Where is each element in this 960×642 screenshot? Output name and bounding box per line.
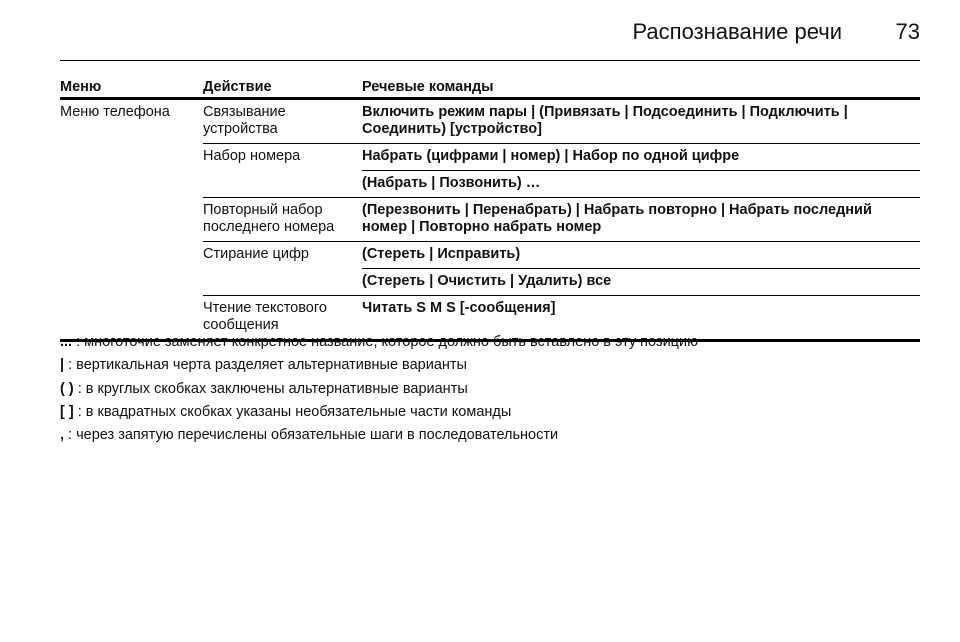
legend-symbol: | bbox=[60, 357, 65, 374]
legend-symbol: [ ] bbox=[60, 403, 74, 420]
command-line: Читать S M S [-сообщения] bbox=[362, 300, 556, 316]
menu-cell: Меню телефона bbox=[60, 104, 170, 120]
command-line: (Перезвонить | Перенабрать) | Набрать повторно | Набрать последний номер | Повторно набрать номер bbox=[362, 202, 872, 235]
command-line: Включить режим пары | (Привязать | Подсоединить | Подключить | Соединить) [устройство] bbox=[362, 104, 848, 137]
table-header bbox=[60, 78, 920, 100]
legend-symbol: ... bbox=[60, 334, 73, 350]
column-header-action: Действие bbox=[203, 79, 272, 95]
legend-text: : через запятую перечислены обязательные шаги в последовательности bbox=[64, 427, 559, 444]
table-row bbox=[203, 100, 920, 144]
table-row bbox=[203, 198, 920, 242]
legend-text: : многоточие заменяет конкретное название, которое должно быть вставлено в эту позицию bbox=[72, 334, 698, 350]
command-line: (Стереть | Очистить | Удалить) все bbox=[362, 273, 612, 289]
voice-commands-table bbox=[60, 78, 920, 342]
action-cell: Чтение текстового сообщения bbox=[203, 300, 327, 333]
column-header-menu: Меню bbox=[60, 79, 102, 95]
legend-text: : в круглых скобках заключены альтернативные варианты bbox=[73, 380, 468, 397]
column-header-commands: Речевые команды bbox=[362, 79, 494, 95]
legend bbox=[60, 333, 920, 449]
commands-cell bbox=[362, 198, 920, 241]
legend-symbol: ( ) bbox=[60, 380, 74, 397]
legend-symbol: , bbox=[60, 427, 65, 444]
legend-item bbox=[60, 403, 920, 426]
legend-text: : вертикальная черта разделяет альтернативные варианты bbox=[64, 357, 467, 374]
action-cell: Связывание устройства bbox=[203, 104, 286, 137]
action-cell: Повторный набор последнего номера bbox=[203, 202, 335, 235]
command-line: (Набрать | Позвонить) … bbox=[362, 175, 541, 191]
commands-cell bbox=[362, 144, 920, 197]
action-cell: Стирание цифр bbox=[203, 246, 309, 262]
legend-text: : в квадратных скобках указаны необязательные части команды bbox=[73, 403, 512, 420]
commands-cell bbox=[362, 242, 920, 295]
legend-item bbox=[60, 356, 920, 379]
page-title: Распознавание речи bbox=[632, 19, 842, 44]
legend-item bbox=[60, 380, 920, 403]
table-group-phone-menu bbox=[60, 100, 920, 342]
command-line: Набрать (цифрами | номер) | Набор по одной цифре bbox=[362, 144, 920, 171]
header-divider bbox=[60, 60, 920, 61]
page-header bbox=[60, 16, 920, 56]
table-row bbox=[203, 144, 920, 198]
commands-cell bbox=[362, 100, 920, 143]
table-row bbox=[203, 242, 920, 296]
command-line: (Стереть | Исправить) bbox=[362, 242, 920, 269]
action-cell: Набор номера bbox=[203, 148, 301, 164]
legend-item bbox=[60, 426, 920, 449]
legend-item bbox=[60, 333, 920, 356]
page-number: 73 bbox=[895, 19, 920, 44]
